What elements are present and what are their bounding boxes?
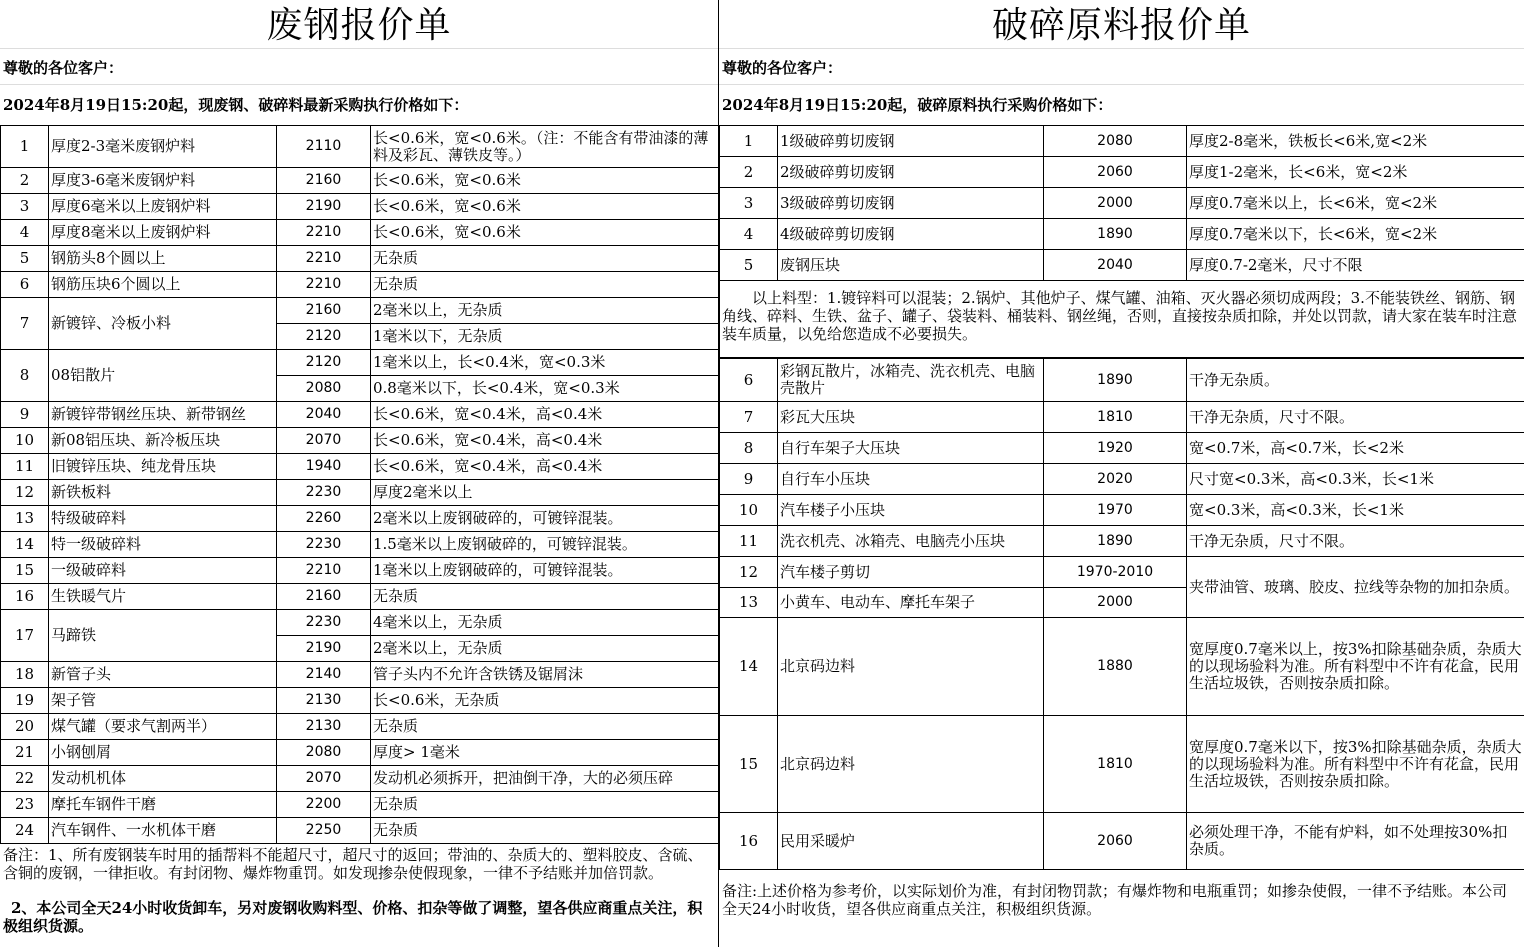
item-price: 2190 [277, 194, 371, 220]
item-spec: 宽<0.7米，高<0.7米，长<2米 [1187, 433, 1524, 464]
item-price: 2110 [277, 126, 371, 168]
item-name: 彩瓦大压块 [778, 402, 1044, 433]
item-spec: 长<0.6米，宽<0.6米 [371, 194, 720, 220]
broken-dateline: 2024年8月19日15:20起，破碎原料执行采购价格如下： [719, 84, 1524, 125]
item-name: 厚度6毫米以上废钢炉料 [49, 194, 277, 220]
scrap-greeting: 尊敬的各位客户： [0, 48, 718, 84]
item-spec: 长<0.6米，宽<0.6米 [371, 168, 720, 194]
item-name: 摩托车钢件干磨 [49, 792, 277, 818]
item-price: 2020 [1044, 464, 1187, 495]
item-price: 1920 [1044, 433, 1187, 464]
row-number: 13 [720, 588, 778, 618]
item-name: 特级破碎料 [49, 506, 277, 532]
item-spec: 厚度2-8毫米，铁板长<6米,宽<2米 [1187, 126, 1524, 157]
table-row [720, 618, 1524, 716]
table-row [720, 188, 1524, 219]
item-price: 1810 [1044, 716, 1187, 813]
item-price: 2130 [277, 688, 371, 714]
table-row [1, 246, 720, 272]
item-price: 2250 [277, 818, 371, 844]
item-price: 2200 [277, 792, 371, 818]
item-name: 4级破碎剪切废钢 [778, 219, 1044, 250]
item-spec: 2毫米以上，无杂质 [371, 636, 720, 662]
row-number: 7 [1, 298, 49, 350]
broken-price-table-a [719, 125, 1524, 281]
item-name: 煤气罐（要求气割两半） [49, 714, 277, 740]
row-number: 22 [1, 766, 49, 792]
item-price: 2000 [1044, 588, 1187, 618]
row-number: 8 [720, 433, 778, 464]
row-number: 5 [720, 250, 778, 281]
item-spec: 必须处理干净，不能有炉料，如不处理按30%扣杂质。 [1187, 813, 1524, 870]
table-row [1, 402, 720, 428]
row-number: 2 [720, 157, 778, 188]
item-price: 1970-2010 [1044, 557, 1187, 588]
item-spec: 1毫米以上废钢破碎的，可镀锌混装。 [371, 558, 720, 584]
table-row [1, 792, 720, 818]
item-name: 1级破碎剪切废钢 [778, 126, 1044, 157]
item-spec: 长<0.6米，宽<0.6米 [371, 220, 720, 246]
item-price: 2190 [277, 636, 371, 662]
broken-mid-note: 以上料型：1.镀锌料可以混装；2.锅炉、其他炉子、煤气罐、油箱、灭火器必须切成两段；3.不能装铁丝、钢筋、钢角线、碎料、生铁、盆子、罐子、袋装料、桶装料、钢丝绳，否则，直接按杂质扣除，并处以罚款，请大家在装车时注意装车质量，以免给您造成不必要损失。 [719, 281, 1524, 358]
item-spec: 2毫米以上废钢破碎的，可镀锌混装。 [371, 506, 720, 532]
row-number: 2 [1, 168, 49, 194]
table-row [1, 506, 720, 532]
item-spec: 厚度2毫米以上 [371, 480, 720, 506]
item-price: 2040 [1044, 250, 1187, 281]
scrap-steel-sheet [0, 0, 719, 947]
table-row [720, 126, 1524, 157]
row-number: 13 [1, 506, 49, 532]
item-name: 小黄车、电动车、摩托车架子 [778, 588, 1044, 618]
table-row [720, 250, 1524, 281]
item-name: 发动机机体 [49, 766, 277, 792]
scrap-sheet-title: 废钢报价单 [266, 5, 452, 46]
row-number: 12 [720, 557, 778, 588]
item-spec: 厚度> 1毫米 [371, 740, 720, 766]
table-row [720, 495, 1524, 526]
item-spec: 管子头内不允许含铁锈及锯屑沫 [371, 662, 720, 688]
table-row [720, 359, 1524, 402]
item-spec: 无杂质 [371, 818, 720, 844]
item-price: 1940 [277, 454, 371, 480]
item-name: 钢筋头8个圆以上 [49, 246, 277, 272]
item-price: 1810 [1044, 402, 1187, 433]
row-number: 21 [1, 740, 49, 766]
table-row [720, 716, 1524, 813]
item-price: 2080 [277, 740, 371, 766]
table-row [1, 714, 720, 740]
table-row [1, 766, 720, 792]
item-price: 2080 [1044, 126, 1187, 157]
item-spec: 干净无杂质，尺寸不限。 [1187, 526, 1524, 557]
item-price: 2070 [277, 766, 371, 792]
row-number: 16 [720, 813, 778, 870]
table-row [1, 350, 720, 376]
item-spec: 无杂质 [371, 246, 720, 272]
table-row [720, 402, 1524, 433]
item-spec: 宽厚度0.7毫米以下，按3%扣除基础杂质，杂质大的以现场验料为准。所有料型中不许有花盒，民用生活垃圾铁，否则按杂质扣除。 [1187, 716, 1524, 813]
row-number: 14 [1, 532, 49, 558]
item-spec: 长<0.6米，宽<0.4米，高<0.4米 [371, 428, 720, 454]
row-number: 15 [1, 558, 49, 584]
item-price: 2210 [277, 220, 371, 246]
item-name: 洗衣机壳、冰箱壳、电脑壳小压块 [778, 526, 1044, 557]
row-number: 23 [1, 792, 49, 818]
scrap-dateline: 2024年8月19日15:20起，现废钢、破碎料最新采购执行价格如下： [0, 84, 718, 125]
item-price: 1890 [1044, 359, 1187, 402]
table-row [720, 557, 1524, 588]
table-row [720, 526, 1524, 557]
item-price: 2210 [277, 246, 371, 272]
table-row [1, 480, 720, 506]
table-row [1, 662, 720, 688]
item-price: 1970 [1044, 495, 1187, 526]
item-name: 架子管 [49, 688, 277, 714]
item-name: 新镀锌带钢丝压块、新带钢丝 [49, 402, 277, 428]
item-spec: 0.8毫米以下，长<0.4米，宽<0.3米 [371, 376, 720, 402]
table-row [1, 272, 720, 298]
item-spec: 宽<0.3米，高<0.3米，长<1米 [1187, 495, 1524, 526]
row-number: 9 [720, 464, 778, 495]
item-price: 2210 [277, 272, 371, 298]
row-number: 12 [1, 480, 49, 506]
item-name: 汽车楼子小压块 [778, 495, 1044, 526]
row-number: 3 [720, 188, 778, 219]
item-name: 08铝散片 [49, 350, 277, 402]
item-name: 厚度2-3毫米废钢炉料 [49, 126, 277, 168]
item-name: 新铁板料 [49, 480, 277, 506]
item-spec: 发动机必须拆开，把油倒干净，大的必须压碎 [371, 766, 720, 792]
table-row [1, 532, 720, 558]
row-number: 6 [720, 359, 778, 402]
item-spec: 夹带油管、玻璃、胶皮、拉线等杂物的加扣杂质。 [1187, 557, 1524, 618]
table-row [720, 464, 1524, 495]
row-number: 4 [1, 220, 49, 246]
item-spec: 长<0.6米，宽<0.4米，高<0.4米 [371, 402, 720, 428]
table-row [1, 818, 720, 844]
item-spec: 厚度0.7毫米以下，长<6米，宽<2米 [1187, 219, 1524, 250]
item-spec: 无杂质 [371, 792, 720, 818]
row-number: 24 [1, 818, 49, 844]
row-number: 1 [720, 126, 778, 157]
row-number: 5 [1, 246, 49, 272]
row-number: 10 [1, 428, 49, 454]
table-row [1, 298, 720, 324]
item-name: 新管子头 [49, 662, 277, 688]
item-name: 新08铝压块、新冷板压块 [49, 428, 277, 454]
item-name: 3级破碎剪切废钢 [778, 188, 1044, 219]
item-spec: 宽厚度0.7毫米以上，按3%扣除基础杂质，杂质大的以现场验料为准。所有料型中不许有花盒，民用生活垃圾铁，否则按杂质扣除。 [1187, 618, 1524, 716]
scrap-note-1: 备注：1、所有废钢装车时用的插帮料不能超尺寸，超尺寸的返回；带油的、杂质大的、塑料胶皮、含硫、含铜的废钢，一律拒收。有封闭物、爆炸物重罚。如发现掺杂使假现象，一律不予结账并加倍罚款。 [3, 846, 703, 882]
item-name: 厚度3-6毫米废钢炉料 [49, 168, 277, 194]
item-price: 1890 [1044, 526, 1187, 557]
table-row [1, 584, 720, 610]
item-name: 废钢压块 [778, 250, 1044, 281]
item-name: 北京码边料 [778, 618, 1044, 716]
item-name: 生铁暖气片 [49, 584, 277, 610]
broken-material-sheet [719, 0, 1524, 947]
item-price: 2000 [1044, 188, 1187, 219]
item-spec: 尺寸宽<0.3米，高<0.3米，长<1米 [1187, 464, 1524, 495]
row-number: 17 [1, 610, 49, 662]
item-spec: 长<0.6米，无杂质 [371, 688, 720, 714]
item-name: 旧镀锌压块、纯龙骨压块 [49, 454, 277, 480]
item-price: 2160 [277, 298, 371, 324]
broken-sheet-title: 破碎原料报价单 [991, 5, 1251, 46]
item-price: 1890 [1044, 219, 1187, 250]
row-number: 7 [720, 402, 778, 433]
item-price: 2230 [277, 532, 371, 558]
table-row [1, 558, 720, 584]
item-name: 一级破碎料 [49, 558, 277, 584]
item-name: 马蹄铁 [49, 610, 277, 662]
table-row [720, 157, 1524, 188]
item-spec: 1.5毫米以上废钢破碎的，可镀锌混装。 [371, 532, 720, 558]
scrap-note-2: 2、本公司全天24小时收货卸车，另对废钢收购料型、价格、扣杂等做了调整，望各供应商重点关注，积极组织货源。 [3, 899, 703, 935]
item-spec: 干净无杂质，尺寸不限。 [1187, 402, 1524, 433]
table-row [720, 219, 1524, 250]
item-name: 2级破碎剪切废钢 [778, 157, 1044, 188]
item-price: 2070 [277, 428, 371, 454]
table-row [1, 220, 720, 246]
table-row [1, 126, 720, 168]
item-spec: 干净无杂质。 [1187, 359, 1524, 402]
row-number: 11 [720, 526, 778, 557]
item-name: 自行车架子大压块 [778, 433, 1044, 464]
item-price: 2080 [277, 376, 371, 402]
item-price: 2140 [277, 662, 371, 688]
item-price: 2060 [1044, 813, 1187, 870]
row-number: 4 [720, 219, 778, 250]
item-name: 民用采暖炉 [778, 813, 1044, 870]
item-spec: 无杂质 [371, 714, 720, 740]
item-spec: 无杂质 [371, 584, 720, 610]
item-name: 彩钢瓦散片，冰箱壳、洗衣机壳、电脑壳散片 [778, 359, 1044, 402]
item-price: 2040 [277, 402, 371, 428]
table-row [1, 740, 720, 766]
row-number: 19 [1, 688, 49, 714]
row-number: 8 [1, 350, 49, 402]
item-price: 2120 [277, 350, 371, 376]
row-number: 20 [1, 714, 49, 740]
item-price: 2260 [277, 506, 371, 532]
scrap-price-table [0, 125, 720, 844]
broken-price-table-b [719, 358, 1524, 870]
item-price: 2130 [277, 714, 371, 740]
broken-footer-note: 备注:上述价格为参考价，以实际划价为准，有封闭物罚款；有爆炸物和电瓶重罚；如掺杂使假，一律不予结账。本公司全天24小时收货，望各供应商重点关注，积极组织货源。 [722, 882, 1508, 918]
item-price: 2160 [277, 584, 371, 610]
table-row [1, 688, 720, 714]
row-number: 6 [1, 272, 49, 298]
row-number: 15 [720, 716, 778, 813]
row-number: 9 [1, 402, 49, 428]
item-spec: 1毫米以上，长<0.4米，宽<0.3米 [371, 350, 720, 376]
row-number: 14 [720, 618, 778, 716]
item-spec: 无杂质 [371, 272, 720, 298]
table-row [720, 813, 1524, 870]
item-spec: 1毫米以下，无杂质 [371, 324, 720, 350]
item-name: 北京码边料 [778, 716, 1044, 813]
item-name: 新镀锌、冷板小料 [49, 298, 277, 350]
item-price: 2120 [277, 324, 371, 350]
row-number: 1 [1, 126, 49, 168]
item-name: 小钢刨屑 [49, 740, 277, 766]
item-name: 特一级破碎料 [49, 532, 277, 558]
item-price: 2060 [1044, 157, 1187, 188]
item-spec: 厚度1-2毫米，长<6米，宽<2米 [1187, 157, 1524, 188]
item-spec: 2毫米以上，无杂质 [371, 298, 720, 324]
item-spec: 4毫米以上，无杂质 [371, 610, 720, 636]
item-price: 1880 [1044, 618, 1187, 716]
row-number: 11 [1, 454, 49, 480]
item-spec: 厚度0.7-2毫米，尺寸不限 [1187, 250, 1524, 281]
item-price: 2230 [277, 610, 371, 636]
row-number: 10 [720, 495, 778, 526]
item-name: 自行车小压块 [778, 464, 1044, 495]
item-name: 钢筋压块6个圆以上 [49, 272, 277, 298]
item-name: 厚度8毫米以上废钢炉料 [49, 220, 277, 246]
table-row [1, 428, 720, 454]
item-spec: 长<0.6米，宽<0.4米，高<0.4米 [371, 454, 720, 480]
item-spec: 厚度0.7毫米以上，长<6米，宽<2米 [1187, 188, 1524, 219]
table-row [1, 194, 720, 220]
item-price: 2230 [277, 480, 371, 506]
item-name: 汽车楼子剪切 [778, 557, 1044, 588]
table-row [720, 433, 1524, 464]
item-price: 2160 [277, 168, 371, 194]
row-number: 16 [1, 584, 49, 610]
broken-greeting: 尊敬的各位客户： [719, 48, 1524, 84]
item-price: 2210 [277, 558, 371, 584]
row-number: 3 [1, 194, 49, 220]
table-row [1, 168, 720, 194]
item-name: 汽车钢件、一水机体干磨 [49, 818, 277, 844]
item-spec: 长<0.6米，宽<0.6米。（注：不能含有带油漆的薄料及彩瓦、薄铁皮等。） [371, 126, 720, 168]
row-number: 18 [1, 662, 49, 688]
table-row [1, 454, 720, 480]
table-row [1, 610, 720, 636]
